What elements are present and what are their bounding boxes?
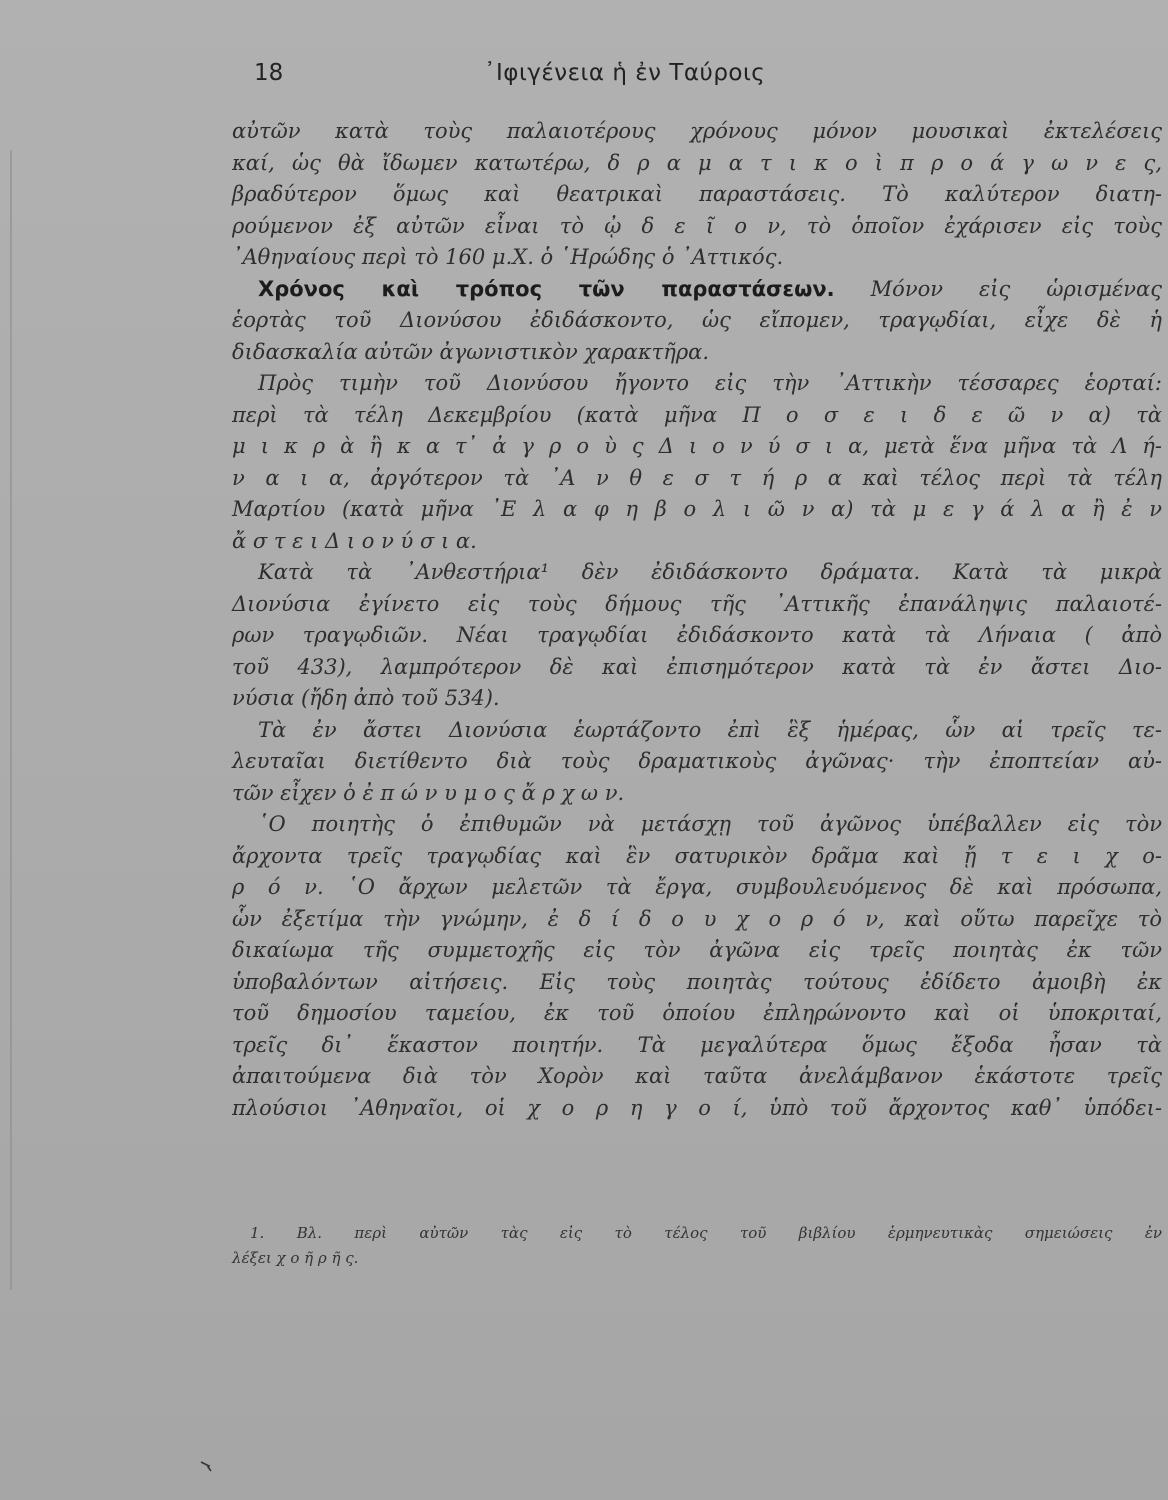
text-line: Τὰ ἐν ἄστει Διονύσια ἑωρτάζοντο ἐπὶ ἓξ ἡμέρας, ὧν αἱ τρεῖς τε- [258, 717, 1162, 742]
text-line: ρούμενον ἐξ αὐτῶν εἶναι τὸ ᾠ δ ε ῖ ο ν, τὸ ὁποῖον ἐχάρισεν εἰς τοὺς [232, 213, 1162, 238]
text-line: ρων τραγῳδιῶν. Νέαι τραγῳδίαι ἐδιδάσκοντο κατὰ τὰ Λήναια ( ἀπὸ [232, 623, 1162, 647]
text-line: ᾽Αθηναίους περὶ τὸ 160 μ.Χ. ὁ ῾Ηρώδης ὁ ᾽Αττικός. [232, 245, 784, 269]
text-line: ἑορτὰς τοῦ Διονύσου ἐδιδάσκοντο, ὡς εἴπομεν, τραγῳδίαι, εἶχε δὲ ἡ [232, 308, 1162, 332]
text-line: Διονύσια ἐγίνετο εἰς τοὺς δήμους τῆς ᾽Αττικῆς ἐπανάληψις παλαιοτέ- [232, 591, 1162, 616]
text-line: Μαρτίου (κατὰ μῆνα ᾽Ε λ α φ η β ο λ ι ῶ ν α) τὰ μ ε γ ά λ α ἢ ἐ ν [232, 497, 1162, 521]
text-line: ὑποβαλόντων αἰτήσεις. Εἰς τοὺς ποιητὰς τούτους ἐδίδετο ἀμοιβὴ ἐκ [232, 969, 1162, 994]
section-heading-line [232, 274, 1162, 306]
scan-mark-icon [200, 1460, 214, 1474]
text-line: ν α ι α, ἀργότερον τὰ ᾽Α ν θ ε σ τ ή ρ α καὶ τέλος περὶ τὰ τέλη [232, 465, 1162, 490]
footnote-line: λέξει χ ο ῆ ρ ῆ ς. [232, 1249, 359, 1267]
section-heading: Χρόνος καὶ τρόπος τῶν παραστάσεων. [258, 276, 835, 301]
scan-mark [200, 1460, 214, 1474]
text-line: διδασκαλία αὐτῶν ἀγωνιστικὸν χαρακτῆρα. [232, 339, 710, 364]
text-line: τοῦ 433), λαμπρότερον δὲ καὶ ἐπισημότερον κατὰ τὰ ἐν ἄστει Διο- [232, 654, 1162, 679]
text-line: τρεῖς δι᾽ ἕκαστον ποιητήν. Τὰ μεγαλύτερα ὅμως ἔξοδα ἦσαν τὰ [232, 1032, 1162, 1057]
main-text [232, 116, 1162, 1124]
text-line: ῾Ο ποιητὴς ὁ ἐπιθυμῶν νὰ μετάσχῃ τοῦ ἀγῶνος ὑπέβαλλεν εἰς τὸν [258, 812, 1162, 836]
text-line: δικαίωμα τῆς συμμετοχῆς εἰς τὸν ἀγῶνα εἰς τρεῖς ποιητὰς ἐκ τῶν [232, 938, 1162, 962]
text-line: μ ι κ ρ ὰ ἢ κ α τ᾽ ἀ γ ρ ο ὺ ς Δ ι ο ν ύ σ ι α, μετὰ ἕνα μῆνα τὰ Λ ή- [232, 434, 1162, 458]
text-line: αὐτῶν κατὰ τοὺς παλαιοτέρους χρόνους μόνον μουσικαὶ ἐκτελέσεις [232, 119, 1162, 143]
footnotes [232, 1221, 1162, 1271]
text-line: Κατὰ τὰ ᾽Ανθεστήρια¹ δὲν ἐδιδάσκοντο δράματα. Κατὰ τὰ μικρὰ [258, 560, 1162, 584]
text-line: ἄρχοντα τρεῖς τραγῳδίας καὶ ἓν σατυρικὸν δρᾶμα καὶ ᾔ τ ε ι χ ο- [232, 843, 1162, 868]
text-line: πλούσιοι ᾽Αθηναῖοι, οἱ χ ο ρ η γ ο ί, ὑπὸ τοῦ ἄρχοντος καθ᾽ ὑπόδει- [232, 1095, 1162, 1120]
text-line: ἄ σ τ ε ι Δ ι ο ν ύ σ ι α. [232, 528, 477, 553]
running-header-title: ᾽Ιφιγένεια ἡ ἐν Ταύροις [484, 60, 766, 86]
text-line: τοῦ δημοσίου ταμείου, ἐκ τοῦ ὁποίου ἐπληρώνοντο καὶ οἱ ὑποκριταί, [232, 1001, 1162, 1025]
section-heading-continuation: Μόνον εἰς ὡρισμένας [870, 276, 1162, 301]
text-line: νύσια (ἤδη ἀπὸ τοῦ 534). [232, 686, 500, 710]
text-line: καί, ὡς θὰ ἴδωμεν κατωτέρω, δ ρ α μ α τ ι κ ο ὶ π ρ ο ά γ ω ν ε ς, [232, 150, 1162, 175]
text-line: ὧν ἐξετίμα τὴν γνώμην, ἐ δ ί δ ο υ χ ο ρ ό ν, καὶ οὕτω παρεῖχε τὸ [232, 906, 1162, 931]
text-line: Πρὸς τιμὴν τοῦ Διονύσου ἤγοντο εἰς τὴν ᾽Αττικὴν τέσσαρες ἑορταί: [258, 371, 1162, 395]
page-number: 18 [254, 60, 284, 86]
text-line: βραδύτερον ὅμως καὶ θεατρικαὶ παραστάσεις. Τὸ καλύτερον διατη- [232, 182, 1162, 206]
footnote-line: 1. Βλ. περὶ αὐτῶν τὰς εἰς τὸ τέλος τοῦ βιβλίου ἑρμηνευτικὰς σημειώσεις ἐν [250, 1224, 1162, 1242]
text-line: περὶ τὰ τέλη Δεκεμβρίου (κατὰ μῆνα Π ο σ ε ι δ ε ῶ ν α) τὰ [232, 402, 1162, 427]
text-line: ρ ό ν. ῾Ο ἄρχων μελετῶν τὰ ἔργα, συμβουλευόμενος δὲ καὶ πρόσωπα, [232, 875, 1162, 899]
text-line: λευταῖαι διετίθεντο διὰ τοὺς δραματικοὺς ἀγῶνας· τὴν ἐποπτείαν αὐ- [232, 749, 1162, 773]
page-edge-shadow [10, 150, 30, 1290]
text-line: ἀπαιτούμενα διὰ τὸν Χορὸν καὶ ταῦτα ἀνελάμβανον ἑκάστοτε τρεῖς [232, 1064, 1162, 1088]
text-line: τῶν εἶχεν ὁ ἐ π ώ ν υ μ ο ς ἄ ρ χ ω ν. [232, 780, 625, 805]
